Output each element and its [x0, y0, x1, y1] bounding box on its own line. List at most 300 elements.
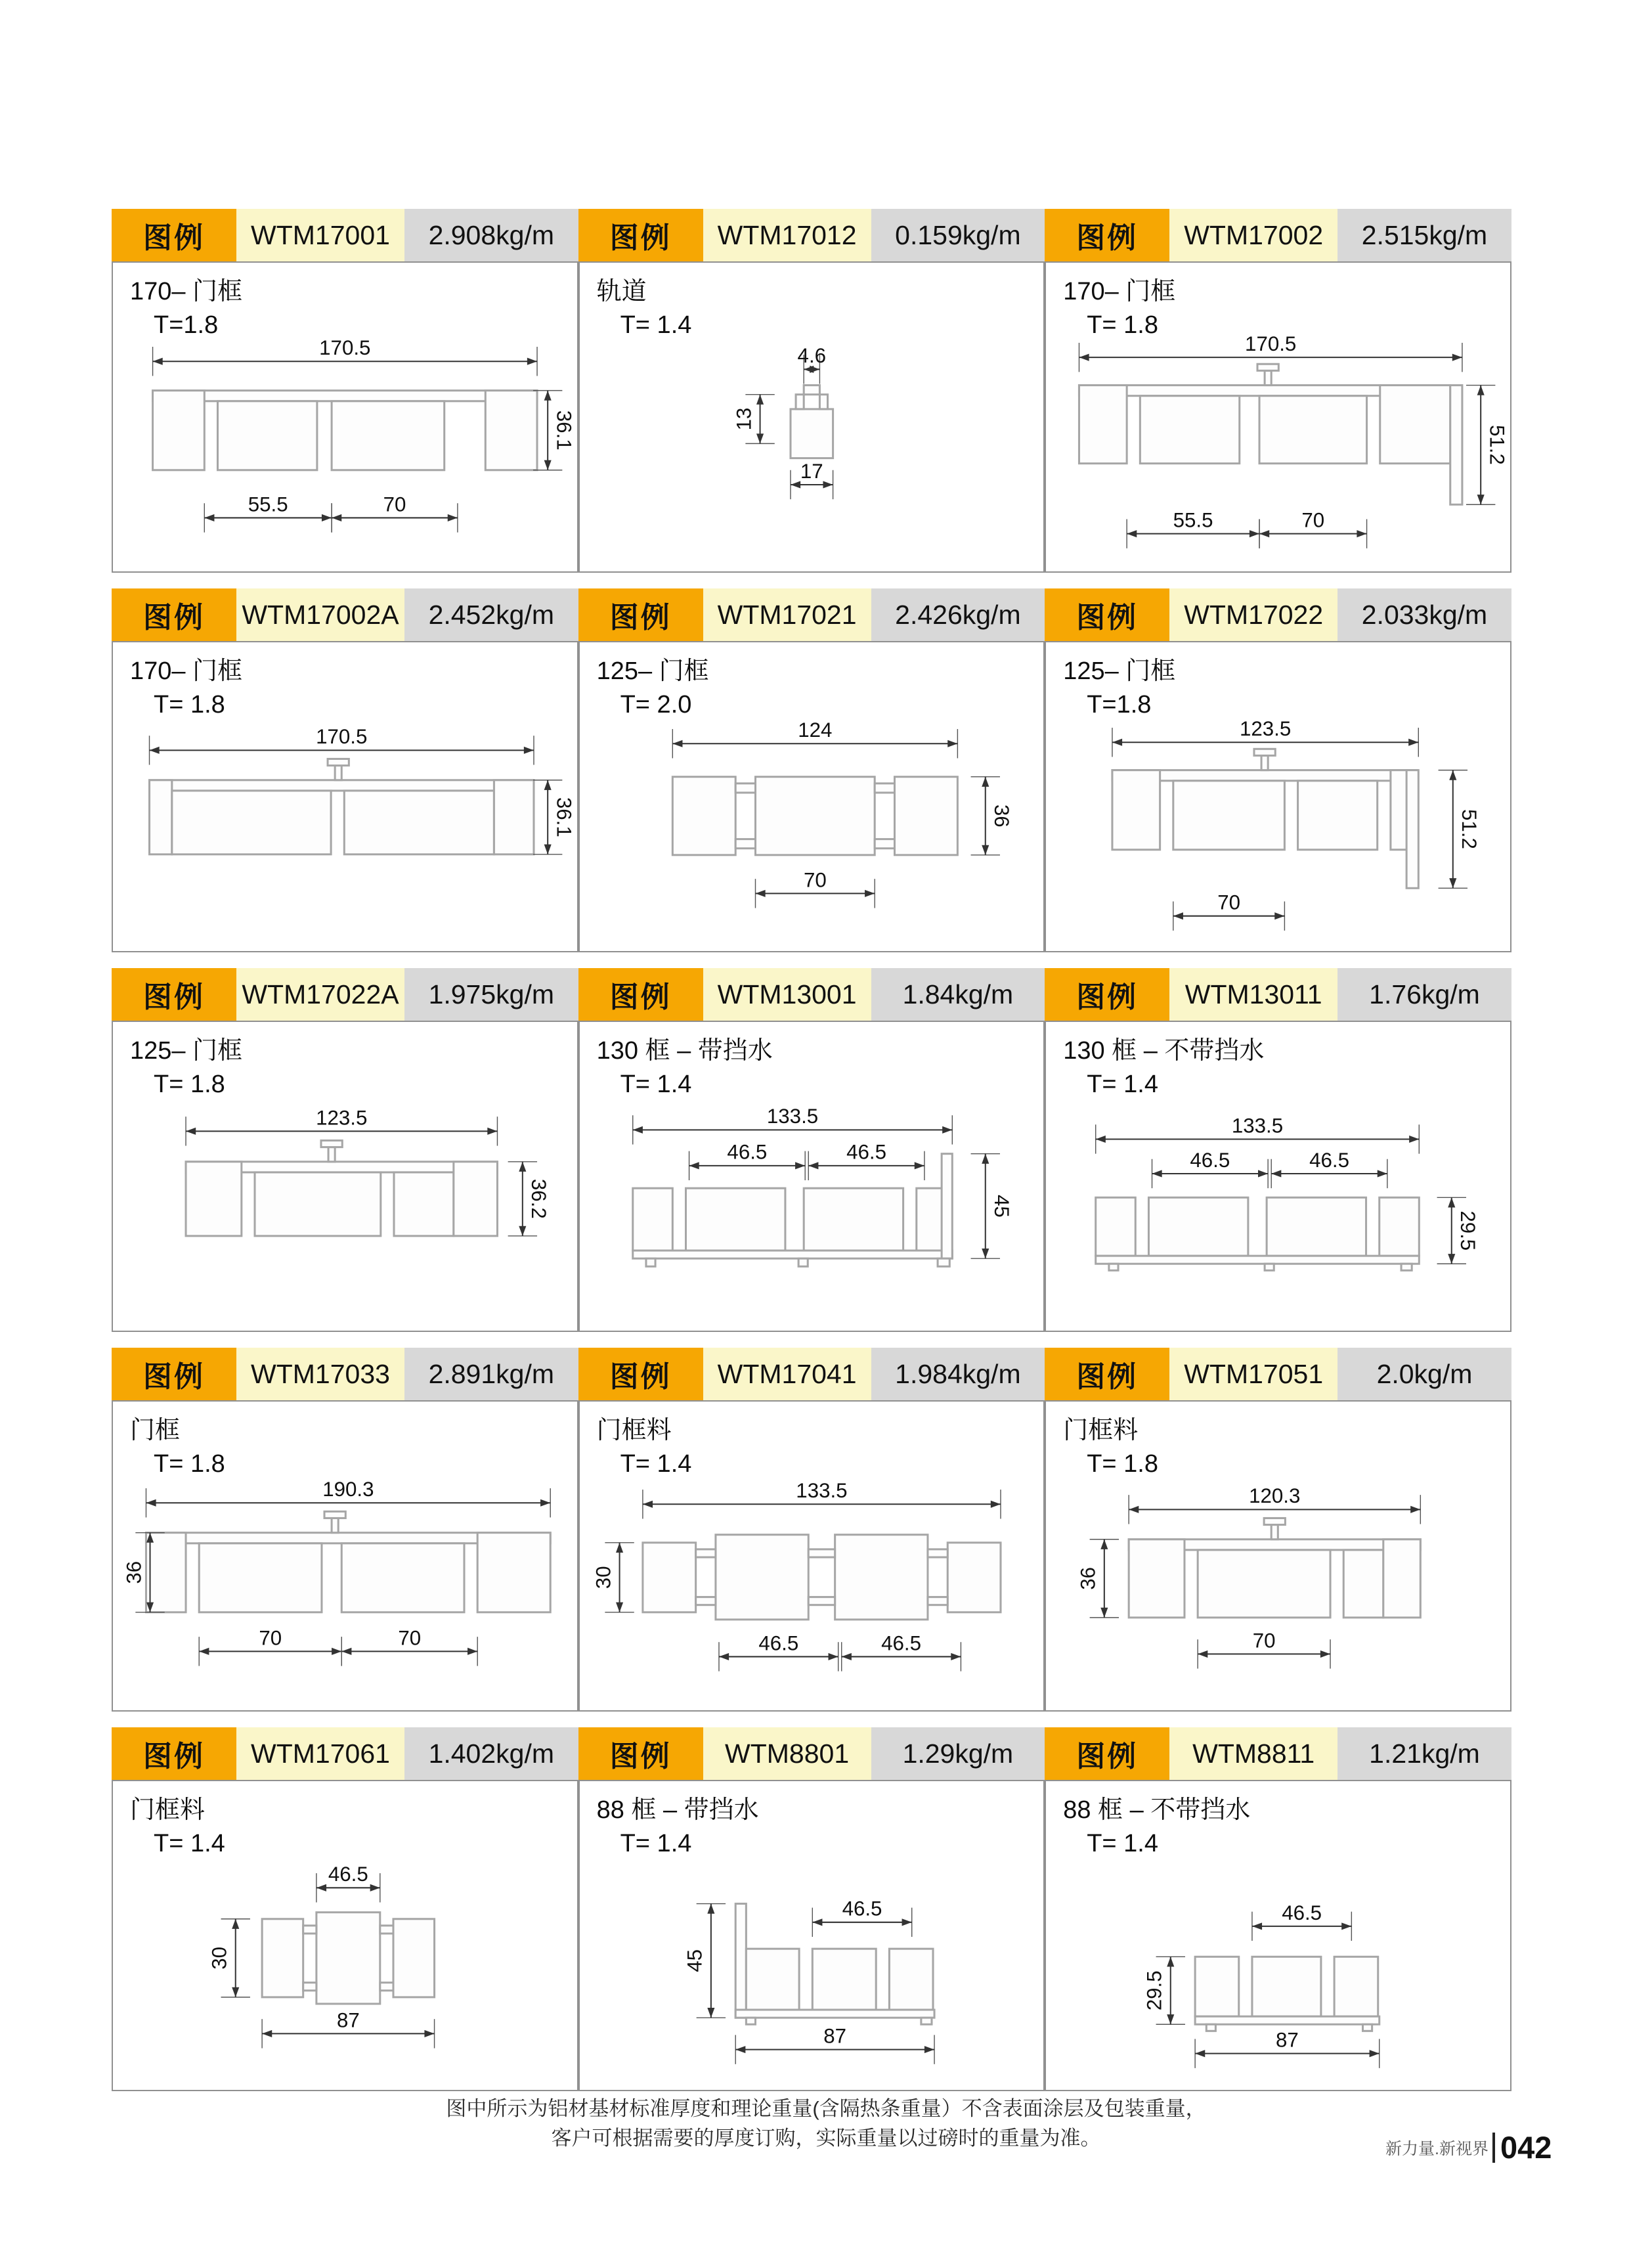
profile-shape — [646, 1258, 655, 1266]
profile-title: 门框料 — [130, 1796, 206, 1824]
profile-card — [578, 588, 1045, 952]
profile-cross-section-drawing — [1046, 263, 1510, 571]
dimension-label: 13 — [732, 407, 756, 431]
weight-per-meter: 2.426kg/m — [871, 588, 1045, 641]
arrowhead-icon — [232, 1987, 239, 1997]
profile-card — [112, 1348, 578, 1712]
arrowhead-icon — [707, 2008, 714, 2018]
arrowhead-icon — [1271, 1170, 1281, 1177]
arrowhead-icon — [487, 1128, 497, 1135]
profile-title: 170– 门框 — [130, 278, 243, 305]
profile-nub — [1257, 364, 1278, 370]
profile-shape — [1343, 1550, 1383, 1618]
profile-cross-section-drawing — [580, 1781, 1044, 2090]
profile-card-header — [578, 1727, 1045, 1780]
profile-shape — [153, 391, 537, 401]
profile-shape — [344, 791, 494, 854]
arrowhead-icon — [924, 2046, 934, 2053]
arrowhead-icon — [947, 740, 957, 747]
profile-card-header — [578, 588, 1045, 641]
dimension-label: 51.2 — [1485, 424, 1509, 465]
dimension-label: 87 — [1276, 2028, 1299, 2052]
arrowhead-icon — [204, 514, 214, 521]
profile-shape — [791, 409, 833, 458]
profile-shape — [316, 1913, 380, 2004]
profile-card — [1045, 968, 1511, 1332]
arrowhead-icon — [332, 514, 341, 521]
dimension-label: 70 — [398, 1626, 422, 1650]
profile-shape — [150, 780, 534, 791]
profile-shape — [875, 839, 894, 849]
profile-cross-section-drawing — [1046, 1781, 1510, 2090]
legend-badge: 图例 — [1045, 588, 1169, 641]
legend-badge: 图例 — [112, 1348, 236, 1400]
model-number: WTM17021 — [703, 588, 871, 641]
profile-shape — [394, 1172, 454, 1236]
profile-shape — [255, 1172, 381, 1236]
dimension-label: 46.5 — [1282, 1901, 1322, 1924]
dimension-label: 70 — [1252, 1629, 1276, 1652]
arrowhead-icon — [828, 1653, 838, 1660]
arrowhead-icon — [707, 1904, 714, 1914]
profile-title: 130 框 – 不带挡水 — [1063, 1037, 1265, 1065]
profile-cross-section-drawing — [113, 1402, 577, 1710]
arrowhead-icon — [1378, 1170, 1387, 1177]
profile-shape — [1129, 1539, 1185, 1618]
dimension-label: 87 — [336, 2008, 360, 2032]
profile-shape — [695, 1597, 715, 1605]
profile-shape — [303, 1983, 316, 1991]
profile-card-body — [1045, 1780, 1511, 2091]
legend-badge: 图例 — [578, 588, 703, 641]
profile-shape — [928, 1549, 947, 1557]
profile-shape — [393, 1919, 435, 1997]
arrowhead-icon — [540, 1499, 550, 1507]
profile-cross-section-drawing — [1046, 642, 1510, 951]
arrowhead-icon — [332, 1648, 341, 1655]
profile-card-body — [112, 641, 578, 952]
profile-shape — [150, 780, 172, 854]
dimension-label: 4.6 — [797, 344, 826, 368]
profile-title: 88 框 – 不带挡水 — [1063, 1796, 1251, 1824]
profile-shape — [947, 1543, 1001, 1612]
profile-shape — [735, 1904, 746, 2018]
dimension-label: 133.5 — [766, 1105, 818, 1128]
profile-title: 门框 — [130, 1417, 181, 1444]
arrowhead-icon — [1167, 2014, 1174, 2024]
profile-shape — [1079, 386, 1127, 464]
profile-cross-section-drawing — [1046, 1402, 1510, 1710]
profile-shape — [1363, 2024, 1372, 2031]
footer-note-line1: 图中所示为铝材基材标准厚度和理论重量(含隔热条重量）不含表面涂层及包装重量， — [446, 2097, 1206, 2120]
profile-nub — [1264, 1518, 1285, 1524]
profile-card — [1045, 209, 1511, 573]
arrowhead-icon — [689, 1162, 699, 1169]
profile-shape — [796, 395, 804, 409]
legend-badge: 图例 — [578, 1727, 703, 1780]
weight-per-meter: 1.402kg/m — [404, 1727, 578, 1780]
dimension-label: 70 — [1217, 891, 1241, 914]
profile-shape — [262, 1919, 303, 1997]
legend-badge: 图例 — [578, 968, 703, 1021]
profile-thickness: T= 1.8 — [154, 1450, 225, 1478]
profile-card — [112, 1727, 578, 2091]
arrowhead-icon — [982, 777, 989, 787]
arrowhead-icon — [756, 433, 764, 443]
legend-badge: 图例 — [1045, 209, 1169, 261]
profile-thickness: T= 2.0 — [620, 691, 692, 719]
profile-shape — [1195, 2016, 1380, 2024]
arrowhead-icon — [524, 747, 534, 754]
profile-card-header — [112, 588, 578, 641]
arrowhead-icon — [150, 747, 160, 754]
weight-per-meter: 1.21kg/m — [1337, 1727, 1511, 1780]
arrowhead-icon — [1198, 1650, 1207, 1658]
arrowhead-icon — [1252, 1922, 1262, 1930]
arrowhead-icon — [755, 890, 765, 897]
profile-shape — [1109, 1264, 1118, 1270]
profile-title: 轨道 — [596, 278, 647, 305]
profile-thickness: T= 1.4 — [154, 1830, 225, 1857]
profile-shape — [146, 1533, 186, 1612]
profile-card — [578, 1727, 1045, 2091]
profile-card — [112, 588, 578, 952]
arrowhead-icon — [1100, 1539, 1108, 1549]
profile-card-header — [112, 1348, 578, 1400]
profile-shape — [1096, 1197, 1136, 1256]
profile-shape — [1380, 386, 1450, 464]
weight-per-meter: 1.975kg/m — [404, 968, 578, 1021]
profile-nub — [332, 1518, 338, 1532]
dimension-label: 46.5 — [1190, 1148, 1230, 1172]
profile-title: 125– 门框 — [130, 1037, 243, 1065]
page-footer-mark — [1385, 2129, 1552, 2165]
profile-card-body — [1045, 1021, 1511, 1332]
arrowhead-icon — [1409, 1136, 1419, 1143]
weight-per-meter: 1.29kg/m — [871, 1727, 1045, 1780]
profile-thickness: T= 1.4 — [620, 1071, 692, 1098]
arrowhead-icon — [1259, 530, 1269, 537]
arrowhead-icon — [616, 1603, 623, 1612]
arrowhead-icon — [990, 1501, 1000, 1508]
dimension-label: 46.5 — [880, 1631, 921, 1655]
profile-card — [578, 209, 1045, 573]
dimension-label: 170.5 — [319, 336, 371, 360]
dimension-label: 36 — [122, 1561, 146, 1584]
weight-per-meter: 2.033kg/m — [1337, 588, 1511, 641]
arrowhead-icon — [823, 481, 833, 488]
model-number: WTM8801 — [703, 1727, 871, 1780]
profile-shape — [494, 780, 534, 854]
profile-card-body — [578, 1780, 1045, 2091]
arrowhead-icon — [812, 1918, 822, 1926]
profile-shape — [332, 401, 445, 470]
model-number: WTM17022 — [1169, 588, 1337, 641]
arrowhead-icon — [1452, 354, 1462, 361]
arrowhead-icon — [322, 514, 332, 521]
profile-shape — [755, 777, 875, 855]
dimension-label: 45 — [683, 1949, 706, 1972]
arrowhead-icon — [632, 1126, 642, 1134]
profile-shape — [1198, 1550, 1330, 1618]
profile-shape — [642, 1543, 695, 1612]
arrowhead-icon — [865, 890, 875, 897]
arrowhead-icon — [756, 395, 764, 405]
dimension-label: 70 — [259, 1626, 282, 1650]
profile-thickness: T= 1.4 — [620, 1450, 692, 1478]
model-number: WTM17022A — [236, 968, 404, 1021]
profile-cross-section-drawing — [580, 642, 1044, 951]
profile-shape — [875, 784, 894, 793]
arrowhead-icon — [1129, 1506, 1139, 1513]
model-number: WTM13001 — [703, 968, 871, 1021]
dimension-label: 123.5 — [1240, 717, 1292, 741]
dimension-label: 36.2 — [527, 1178, 550, 1219]
profile-thickness: T= 1.4 — [1087, 1830, 1158, 1857]
dimension-label: 29.5 — [1456, 1210, 1480, 1251]
profile-shape — [632, 1251, 952, 1258]
arrowhead-icon — [1410, 1506, 1420, 1513]
profile-shape — [303, 1926, 316, 1934]
profile-shape — [1383, 1539, 1421, 1618]
brand-slogan: 新力量.新视界 — [1385, 2139, 1489, 2158]
profile-title: 88 框 – 带挡水 — [596, 1796, 759, 1824]
profile-shape — [1206, 2024, 1215, 2031]
arrowhead-icon — [1274, 912, 1284, 919]
profile-card-body — [1045, 1400, 1511, 1712]
dimension-label: 36 — [989, 804, 1013, 828]
legend-badge: 图例 — [112, 968, 236, 1021]
profile-thickness: T= 1.8 — [1087, 311, 1158, 339]
model-number: WTM13011 — [1169, 968, 1337, 1021]
arrowhead-icon — [467, 1648, 477, 1655]
arrowhead-icon — [616, 1543, 623, 1553]
profile-shape — [1265, 1264, 1274, 1270]
arrowhead-icon — [153, 358, 163, 365]
profile-shape — [1298, 781, 1378, 850]
arrowhead-icon — [1448, 1197, 1455, 1207]
dimension-label: 124 — [797, 719, 833, 742]
profile-card — [578, 1348, 1045, 1712]
arrowhead-icon — [341, 1648, 351, 1655]
dimension-label: 170.5 — [1245, 332, 1297, 356]
dimension-label: 30 — [207, 1946, 231, 1970]
dimension-label: 70 — [383, 493, 406, 516]
profile-cross-section-drawing — [113, 263, 577, 571]
profile-nub — [1254, 749, 1275, 755]
profile-shape — [746, 2018, 755, 2024]
grid-row — [112, 588, 1511, 952]
arrowhead-icon — [642, 1501, 652, 1508]
arrowhead-icon — [902, 1918, 911, 1926]
profile-card — [1045, 1348, 1511, 1712]
arrowhead-icon — [791, 481, 800, 488]
legend-badge: 图例 — [1045, 968, 1169, 1021]
arrowhead-icon — [841, 1653, 851, 1660]
weight-per-meter: 1.984kg/m — [871, 1348, 1045, 1400]
profile-nub — [324, 1511, 345, 1518]
profile-shape — [1450, 386, 1462, 505]
grid-row — [112, 968, 1511, 1332]
legend-badge: 图例 — [578, 1348, 703, 1400]
profile-shape — [1141, 396, 1240, 464]
profile-cross-section-drawing — [580, 1022, 1044, 1331]
arrowhead-icon — [1173, 912, 1183, 919]
arrowhead-icon — [1100, 1608, 1108, 1618]
model-number: WTM17033 — [236, 1348, 404, 1400]
profile-card-header — [1045, 1348, 1511, 1400]
dimension-label: 133.5 — [795, 1479, 848, 1503]
profile-shape — [835, 1535, 927, 1620]
dimension-label: 46.5 — [727, 1140, 767, 1164]
arrowhead-icon — [370, 1884, 380, 1892]
arrowhead-icon — [146, 1499, 156, 1507]
profile-shape — [746, 1949, 799, 2010]
profile-shape — [1259, 396, 1367, 464]
profile-shape — [380, 1926, 393, 1934]
profile-shape — [735, 784, 755, 793]
profile-shape — [1401, 1264, 1412, 1270]
model-number: WTM17051 — [1169, 1348, 1337, 1400]
profile-shape — [804, 386, 819, 395]
arrowhead-icon — [735, 2046, 745, 2053]
profile-shape — [735, 2010, 934, 2018]
weight-per-meter: 2.0kg/m — [1337, 1348, 1511, 1400]
profile-nub — [335, 766, 341, 780]
profile-card — [112, 209, 578, 573]
arrowhead-icon — [544, 845, 552, 854]
dimension-label: 87 — [823, 2024, 846, 2048]
dimension-label: 36 — [1076, 1566, 1100, 1590]
profile-card — [112, 968, 578, 1332]
arrowhead-icon — [262, 2030, 272, 2037]
arrowhead-icon — [199, 1648, 209, 1655]
profile-shape — [894, 777, 957, 855]
profile-shape — [819, 395, 827, 409]
profile-shape — [735, 839, 755, 849]
dimension-label: 36.1 — [552, 410, 576, 451]
profile-thickness: T= 1.4 — [620, 1830, 692, 1857]
dimension-label: 46.5 — [758, 1631, 798, 1655]
profile-card-header — [1045, 968, 1511, 1021]
grid-row — [112, 209, 1511, 573]
profile-thickness: T=1.8 — [154, 311, 219, 339]
arrowhead-icon — [448, 514, 458, 521]
profile-shape — [341, 1543, 464, 1612]
profile-shape — [454, 1162, 498, 1236]
arrowhead-icon — [1167, 1957, 1174, 1966]
profile-shape — [942, 1154, 952, 1258]
profile-cross-section-drawing — [113, 1022, 577, 1331]
arrowhead-icon — [982, 845, 989, 855]
profile-shape — [672, 777, 735, 855]
profile-card-body — [112, 1021, 578, 1332]
page-number: 042 — [1500, 2130, 1552, 2165]
arrowhead-icon — [1320, 1650, 1330, 1658]
profile-grid — [112, 209, 1511, 2107]
arrowhead-icon — [424, 2030, 434, 2037]
dimension-label: 70 — [803, 868, 827, 892]
profile-card — [578, 968, 1045, 1332]
profile-card-header — [578, 968, 1045, 1021]
arrowhead-icon — [1258, 1170, 1268, 1177]
profile-nub — [1265, 370, 1271, 385]
dimension-label: 55.5 — [248, 493, 288, 516]
arrowhead-icon — [1370, 2050, 1380, 2057]
dimension-label: 170.5 — [316, 725, 368, 749]
profile-thickness: T= 1.8 — [1087, 1450, 1158, 1478]
profile-cross-section-drawing — [580, 1402, 1044, 1710]
arrowhead-icon — [1152, 1170, 1162, 1177]
profile-title: 门框料 — [596, 1417, 672, 1444]
profile-thickness: T= 1.8 — [154, 691, 225, 719]
model-number: WTM8811 — [1169, 1727, 1337, 1780]
profile-thickness: T= 1.4 — [1087, 1071, 1158, 1098]
profile-shape — [1112, 770, 1160, 850]
profile-shape — [685, 1188, 785, 1251]
profile-shape — [1173, 781, 1285, 850]
dimension-label: 120.3 — [1249, 1484, 1301, 1508]
model-number: WTM17001 — [236, 209, 404, 261]
profile-card-body — [578, 1400, 1045, 1712]
weight-per-meter: 2.891kg/m — [404, 1348, 578, 1400]
dimension-label: 17 — [800, 459, 823, 483]
profile-shape — [153, 391, 205, 470]
profile-shape — [695, 1549, 715, 1557]
profile-shape — [485, 391, 537, 470]
model-number: WTM17012 — [703, 209, 871, 261]
dimension-label: 36.1 — [552, 797, 576, 837]
arrowhead-icon — [1477, 386, 1485, 395]
profile-shape — [1195, 1957, 1239, 2016]
profile-card-body — [578, 1021, 1045, 1332]
profile-shape — [186, 1162, 242, 1236]
profile-shape — [812, 1949, 876, 2010]
profile-shape — [477, 1533, 550, 1612]
profile-title: 170– 门框 — [1063, 278, 1176, 305]
profile-card-header — [578, 1348, 1045, 1400]
dimension-label: 70 — [1301, 508, 1325, 532]
arrowhead-icon — [544, 391, 552, 401]
model-number: WTM17002 — [1169, 209, 1337, 261]
weight-per-meter: 2.908kg/m — [404, 209, 578, 261]
dimension-label: 55.5 — [1173, 508, 1213, 532]
arrowhead-icon — [1448, 1254, 1455, 1264]
dimension-label: 46.5 — [842, 1897, 882, 1920]
profile-shape — [217, 401, 316, 470]
profile-card-header — [112, 209, 578, 261]
arrowhead-icon — [982, 1154, 989, 1164]
legend-badge: 图例 — [578, 209, 703, 261]
profile-shape — [199, 1543, 322, 1612]
profile-shape — [1380, 1197, 1420, 1256]
arrowhead-icon — [1127, 530, 1137, 537]
profile-title: 125– 门框 — [1063, 657, 1176, 685]
arrowhead-icon — [942, 1126, 952, 1134]
profile-shape — [928, 1597, 947, 1605]
profile-cross-section-drawing — [580, 263, 1044, 571]
profile-card-body — [1045, 641, 1511, 952]
divider-bar — [1492, 2133, 1495, 2163]
arrowhead-icon — [795, 1162, 805, 1169]
profile-card-header — [112, 1727, 578, 1780]
profile-card-body — [1045, 261, 1511, 573]
profile-thickness: T= 1.4 — [620, 311, 692, 339]
arrowhead-icon — [232, 1919, 239, 1929]
dimension-label: 29.5 — [1142, 1970, 1166, 2011]
legend-badge: 图例 — [112, 1727, 236, 1780]
profile-shape — [632, 1188, 672, 1251]
